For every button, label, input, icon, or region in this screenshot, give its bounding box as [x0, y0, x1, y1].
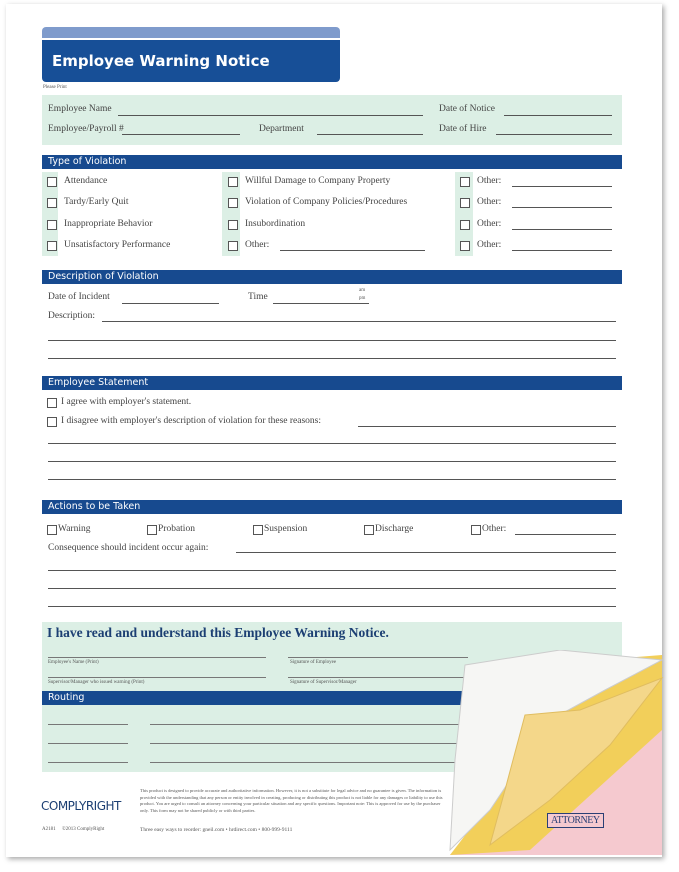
violation-checkbox[interactable] [47, 241, 57, 251]
time-label: Time [248, 292, 268, 302]
action-label: Discharge [375, 524, 414, 534]
section-description: Description of Violation [42, 270, 622, 284]
violation-label: Willful Damage to Company Property [245, 176, 391, 186]
routing-line[interactable] [48, 762, 128, 763]
date-of-hire-label: Date of Hire [439, 124, 487, 134]
statement-line[interactable] [48, 443, 616, 444]
payroll-field[interactable] [122, 134, 240, 135]
violation-checkbox[interactable] [460, 198, 470, 208]
disagree-label: I disagree with employer's description of violation for these reasons: [61, 416, 321, 426]
employee-name-sign-line[interactable] [48, 657, 266, 658]
description-label: Description: [48, 311, 95, 321]
date-of-incident-label: Date of Incident [48, 292, 110, 302]
title-accent-bar [42, 27, 340, 38]
statement-line[interactable] [48, 461, 616, 462]
date-of-notice-label: Date of Notice [439, 104, 495, 114]
supervisor-name-label: Supervisor/Manager who issued warning (Print) [48, 680, 145, 685]
violation-label: Other: [477, 197, 502, 207]
disclaimer-text: This product is designed to provide accurate and authoritative information. However, it is not a substitute for legal advice and no guarantee is given. The information is provided with the understanding that any person or entity involved in creating, producing or distributing this product is not liable for any damages or liability to use this product. You are urged to consult an attorney concerning your particular situation and any specific questions. Important note: This is approved for use by the purchaser only. This form may not be shared publicly or with third parties. [140, 788, 443, 813]
violation-label: Attendance [64, 176, 108, 186]
date-of-incident-field[interactable] [122, 303, 219, 304]
department-field[interactable] [317, 134, 423, 135]
consequence-line[interactable] [236, 552, 616, 553]
please-print: Please Print [43, 85, 67, 90]
reorder-info: Three easy ways to reorder: gneil.com • hrdirect.com • 800-999-9111 [140, 827, 293, 833]
routing-line[interactable] [150, 724, 470, 725]
copyright: ©2013 ComplyRight [62, 827, 105, 832]
action-label: Suspension [264, 524, 308, 534]
violation-checkbox[interactable] [228, 198, 238, 208]
routing-line[interactable] [150, 762, 470, 763]
violation-checkbox[interactable] [47, 177, 57, 187]
other-violation-field[interactable] [512, 186, 612, 187]
routing-line[interactable] [48, 724, 128, 725]
agree-checkbox[interactable] [47, 398, 57, 408]
form-code: A2181 [42, 827, 56, 832]
employee-signature-label: Signature of Employee [290, 660, 337, 665]
violation-label: Unsatisfactory Performance [64, 240, 171, 250]
other-action-field[interactable] [515, 534, 616, 535]
section-employee-statement: Employee Statement [42, 376, 622, 390]
violation-checkbox[interactable] [460, 241, 470, 251]
routing-line[interactable] [150, 743, 470, 744]
page-title: Employee Warning Notice [52, 52, 270, 70]
violation-checkbox[interactable] [47, 198, 57, 208]
supervisor-signature-label: Signature of Supervisor/Manager [290, 680, 357, 685]
acknowledgement-heading: I have read and understand this Employee Warning Notice. [47, 625, 389, 640]
violation-checkbox[interactable] [460, 220, 470, 230]
action-checkbox[interactable] [47, 525, 57, 535]
violation-label: Insubordination [245, 219, 306, 229]
other-violation-field[interactable] [512, 207, 612, 208]
violation-checkbox[interactable] [228, 220, 238, 230]
action-checkbox[interactable] [147, 525, 157, 535]
pm-label: pm [359, 296, 366, 301]
statement-line[interactable] [48, 479, 616, 480]
section-routing: Routing [42, 691, 622, 705]
violation-label: Other: [477, 219, 502, 229]
payroll-label: Employee/Payroll # [48, 124, 124, 134]
violation-label: Violation of Company Policies/Procedures [245, 197, 408, 207]
description-line[interactable] [48, 340, 616, 341]
consequence-label: Consequence should incident occur again: [48, 543, 209, 553]
action-checkbox[interactable] [364, 525, 374, 535]
time-field[interactable] [273, 303, 369, 304]
action-checkbox[interactable] [471, 525, 481, 535]
department-label: Department [259, 124, 304, 134]
consequence-line[interactable] [48, 570, 616, 571]
supervisor-name-line[interactable] [48, 677, 266, 678]
violation-checkbox[interactable] [228, 241, 238, 251]
other-violation-field[interactable] [280, 250, 425, 251]
employee-name-print-label: Employee's Name (Print) [48, 660, 99, 665]
date-of-hire-field[interactable] [496, 134, 612, 135]
description-line[interactable] [102, 321, 616, 322]
action-label: Other: [482, 524, 507, 534]
attorney-approved-badge: ATTORNEY [547, 813, 604, 828]
carbonless-copies-curl [430, 650, 670, 865]
consequence-line[interactable] [48, 588, 616, 589]
am-label: am [359, 288, 366, 293]
section-type-of-violation: Type of Violation [42, 155, 622, 169]
violation-checkbox[interactable] [460, 177, 470, 187]
violation-label: Other: [477, 176, 502, 186]
action-label: Probation [158, 524, 195, 534]
violation-checkbox[interactable] [47, 220, 57, 230]
employee-name-label: Employee Name [48, 104, 112, 114]
description-line[interactable] [48, 358, 616, 359]
violation-label: Other: [477, 240, 502, 250]
action-checkbox[interactable] [253, 525, 263, 535]
section-actions: Actions to be Taken [42, 500, 622, 514]
disagree-checkbox[interactable] [47, 417, 57, 427]
date-of-notice-field[interactable] [504, 115, 612, 116]
agree-label: I agree with employer's statement. [61, 397, 192, 407]
violation-checkbox[interactable] [228, 177, 238, 187]
employee-name-field[interactable] [118, 115, 423, 116]
violation-label: Inappropriate Behavior [64, 219, 153, 229]
routing-line[interactable] [48, 743, 128, 744]
statement-line[interactable] [358, 426, 616, 427]
header-fields-panel [42, 95, 622, 145]
consequence-line[interactable] [48, 606, 616, 607]
action-label: Warning [58, 524, 91, 534]
complyright-logo: COMPLYRIGHT [41, 799, 121, 813]
title-banner [42, 40, 340, 82]
other-violation-field[interactable] [512, 229, 612, 230]
violation-label: Tardy/Early Quit [64, 197, 129, 207]
other-violation-field[interactable] [512, 250, 612, 251]
violation-label: Other: [245, 240, 270, 250]
